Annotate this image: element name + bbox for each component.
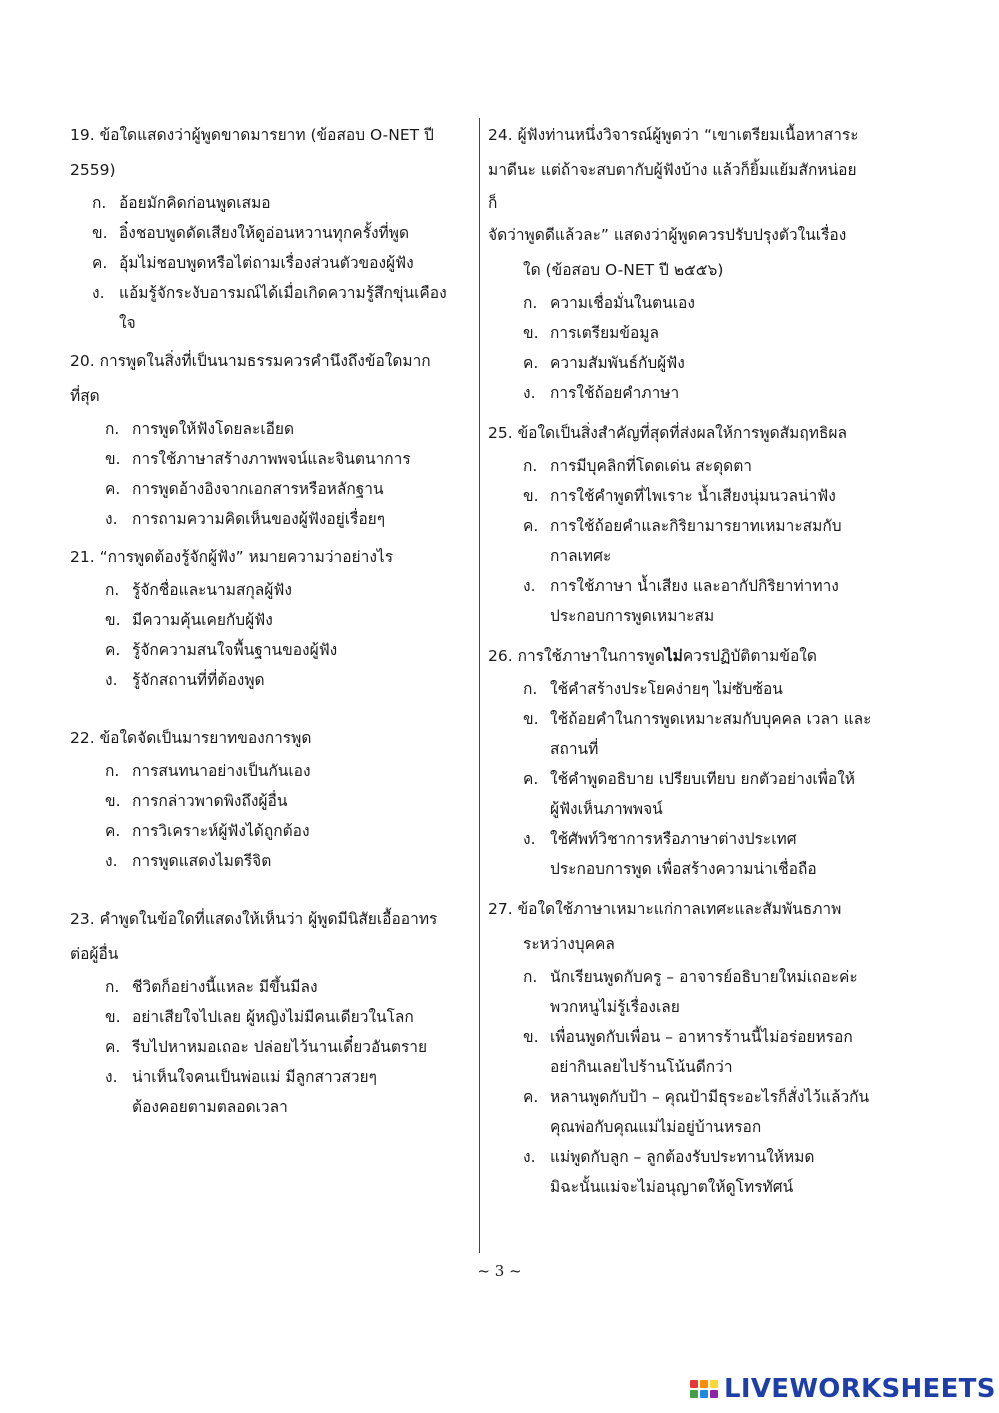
logo-square <box>710 1380 718 1388</box>
option-b[interactable]: ข. อย่าเสียใจไปเลย ผู้หญิงไม่มีคนเดียวในโลก <box>105 1008 414 1026</box>
option-d[interactable]: ง. น่าเห็นใจคนเป็นพ่อแม่ มีลูกสาวสวยๆ ต้องคอยตามตลอดเวลา <box>105 1068 377 1116</box>
logo-square <box>700 1390 708 1398</box>
question-text: 21. “การพูดต้องรู้จักผู้ฟัง” หมายความว่าอย่างไร <box>70 548 394 566</box>
logo-square <box>690 1390 698 1398</box>
logo-square <box>700 1380 708 1388</box>
option-b[interactable]: ข. การใช้ภาษาสร้างภาพพจน์และจินตนาการ <box>105 450 411 468</box>
option-d[interactable]: ง. แอ้มรู้จักระงับอารมณ์ได้เมื่อเกิดความรู้สึกขุ่นเคือง ใจ <box>92 284 447 332</box>
option-a[interactable]: ก. รู้จักชื่อและนามสกุลผู้ฟัง <box>105 581 292 599</box>
option-b[interactable]: ข. มีความคุ้นเคยกับผู้ฟัง <box>105 611 273 629</box>
option-c[interactable]: ค. รู้จักความสนใจพื้นฐานของผู้ฟัง <box>105 641 338 659</box>
option-b[interactable]: ข. การใช้คำพูดที่ไพเราะ น้ำเสียงนุ่มนวลน่าฟัง <box>523 487 836 505</box>
left-column <box>70 118 465 1122</box>
question-text: ระหว่างบุคคล <box>523 935 615 953</box>
question-text: 20. การพูดในสิ่งที่เป็นนามธรรมควรคำนึงถึงข้อใดมาก <box>70 352 431 370</box>
option-a[interactable]: ก. ใช้คำสร้างประโยคง่ายๆ ไม่ซับซ้อน <box>523 680 783 698</box>
option-d[interactable]: ง. รู้จักสถานที่ที่ต้องพูด <box>105 671 265 689</box>
question-22 <box>70 721 465 876</box>
option-b[interactable]: ข. เพื่อนพูดกับเพื่อน – อาหารร้านนี้ไม่อร่อยหรอก อย่ากินเลยไปร้านโน้นดีกว่า <box>523 1028 853 1076</box>
option-a[interactable]: ก. ชีวิตก็อย่างนี้แหละ มีขึ้นมีลง <box>105 978 318 996</box>
question-20 <box>70 344 465 534</box>
question-25 <box>488 416 908 631</box>
option-c[interactable]: ค. การวิเคราะห์ผู้ฟังได้ถูกต้อง <box>105 822 310 840</box>
logo-square <box>710 1390 718 1398</box>
option-a[interactable]: ก. ความเชื่อมั่นในตนเอง <box>523 294 695 312</box>
question-text: จัดว่าพูดดีแล้วละ” แสดงว่าผู้พูดควรปรับปรุงตัวในเรื่อง <box>488 226 847 244</box>
option-a[interactable]: ก. การพูดให้ฟังโดยละเอียด <box>105 420 295 438</box>
option-b[interactable]: ข. อิ๋งชอบพูดดัดเสียงให้ดูอ่อนหวานทุกครั้งที่พูด <box>92 224 410 242</box>
option-c[interactable]: ค. อุ้มไม่ชอบพูดหรือไต่ถามเรื่องส่วนตัวของผู้ฟัง <box>92 254 414 272</box>
question-text: ต่อผู้อื่น <box>70 945 119 963</box>
option-c[interactable]: ค. รีบไปหาหมอเถอะ ปล่อยไว้นานเดี๋ยวอันตราย <box>105 1038 428 1056</box>
liveworksheets-logo-icon <box>690 1380 718 1398</box>
option-c[interactable]: ค. หลานพูดกับป้า – คุณป้ามีธุระอะไรก็สั่งไว้แล้วกัน คุณพ่อกับคุณแม่ไม่อยู่บ้านหรอก <box>523 1088 870 1136</box>
option-d[interactable]: ง. การพูดแสดงไมตรีจิต <box>105 852 272 870</box>
question-text: 19. ข้อใดแสดงว่าผู้พูดขาดมารยาท (ข้อสอบ O-NET ปี <box>70 126 434 144</box>
option-d[interactable]: ง. การใช้ถ้อยคำภาษา <box>523 384 680 402</box>
question-text: 26. การใช้ภาษาในการพูดไม่ควรปฏิบัติตามข้อใด <box>488 647 817 665</box>
option-b[interactable]: ข. การกล่าวพาดพิงถึงผู้อื่น <box>105 792 288 810</box>
question-19 <box>70 118 465 338</box>
option-b[interactable]: ข. การเตรียมข้อมูล <box>523 324 660 342</box>
question-26 <box>488 639 908 884</box>
logo-square <box>690 1380 698 1388</box>
question-text: มาดีนะ แต่ถ้าจะสบตากับผู้ฟังบ้าง แล้วก็ยิ้มแย้มสักหน่อย <box>488 161 857 179</box>
option-d[interactable]: ง. การถามความคิดเห็นของผู้ฟังอยู่เรื่อยๆ <box>105 510 386 528</box>
option-d[interactable]: ง. การใช้ภาษา น้ำเสียง และอากัปกิริยาท่าทาง ประกอบการพูดเหมาะสม <box>523 577 839 625</box>
question-text: ก็ <box>488 194 498 212</box>
question-24 <box>488 118 908 408</box>
question-text: 23. คำพูดในข้อใดที่แสดงให้เห็นว่า ผู้พูดมีนิสัยเอื้ออาทร <box>70 910 438 928</box>
option-c[interactable]: ค. การพูดอ้างอิงจากเอกสารหรือหลักฐาน <box>105 480 384 498</box>
option-d[interactable]: ง. ใช้ศัพท์วิชาการหรือภาษาต่างประเทศ ประกอบการพูด เพื่อสร้างความน่าเชื่อถือ <box>523 830 817 878</box>
brand-text: LIVEWORKSHEETS <box>724 1374 996 1404</box>
question-text: ใด (ข้อสอบ O-NET ปี ๒๕๕๖) <box>523 261 724 279</box>
option-d[interactable]: ง. แม่พูดกับลูก – ลูกต้องรับประทานให้หมด มิฉะนั้นแม่จะไม่อนุญาตให้ดูโทรทัศน์ <box>523 1148 815 1196</box>
question-text: ที่สุด <box>70 387 100 405</box>
question-21 <box>70 540 465 695</box>
liveworksheets-brand[interactable] <box>690 1374 996 1404</box>
question-text: 24. ผู้ฟังท่านหนึ่งวิจารณ์ผู้พูดว่า “เขาเตรียมเนื้อหาสาระ <box>488 126 859 144</box>
option-b[interactable]: ข. ใช้ถ้อยคำในการพูดเหมาะสมกับบุคคล เวลา และ สถานที่ <box>523 710 872 758</box>
option-c[interactable]: ค. การใช้ถ้อยคำและกิริยามารยาทเหมาะสมกับ กาลเทศะ <box>523 517 842 565</box>
question-text: 22. ข้อใดจัดเป็นมารยาทของการพูด <box>70 729 312 747</box>
question-23 <box>70 902 465 1122</box>
question-27 <box>488 892 908 1202</box>
question-text: 25. ข้อใดเป็นสิ่งสำคัญที่สุดที่ส่งผลให้การพูดสัมฤทธิผล <box>488 424 847 442</box>
option-a[interactable]: ก. อ้อยมักคิดก่อนพูดเสมอ <box>92 194 271 212</box>
negation-emphasis: ไม่ <box>664 647 683 665</box>
option-a[interactable]: ก. การสนทนาอย่างเป็นกันเอง <box>105 762 311 780</box>
page-number: ~ 3 ~ <box>477 1262 522 1280</box>
option-a[interactable]: ก. นักเรียนพูดกับครู – อาจารย์อธิบายใหม่เถอะค่ะ พวกหนูไม่รู้เรื่องเลย <box>523 968 858 1016</box>
option-c[interactable]: ค. ความสัมพันธ์กับผู้ฟัง <box>523 354 685 372</box>
right-column <box>488 118 908 1202</box>
column-divider <box>479 118 480 1253</box>
question-text: 2559) <box>70 161 116 179</box>
question-text: 27. ข้อใดใช้ภาษาเหมาะแก่กาลเทศะและสัมพันธภาพ <box>488 900 842 918</box>
option-c[interactable]: ค. ใช้คำพูดอธิบาย เปรียบเทียบ ยกตัวอย่างเพื่อให้ ผู้ฟังเห็นภาพพจน์ <box>523 770 856 818</box>
option-a[interactable]: ก. การมีบุคลิกที่โดดเด่น สะดุดตา <box>523 457 752 475</box>
